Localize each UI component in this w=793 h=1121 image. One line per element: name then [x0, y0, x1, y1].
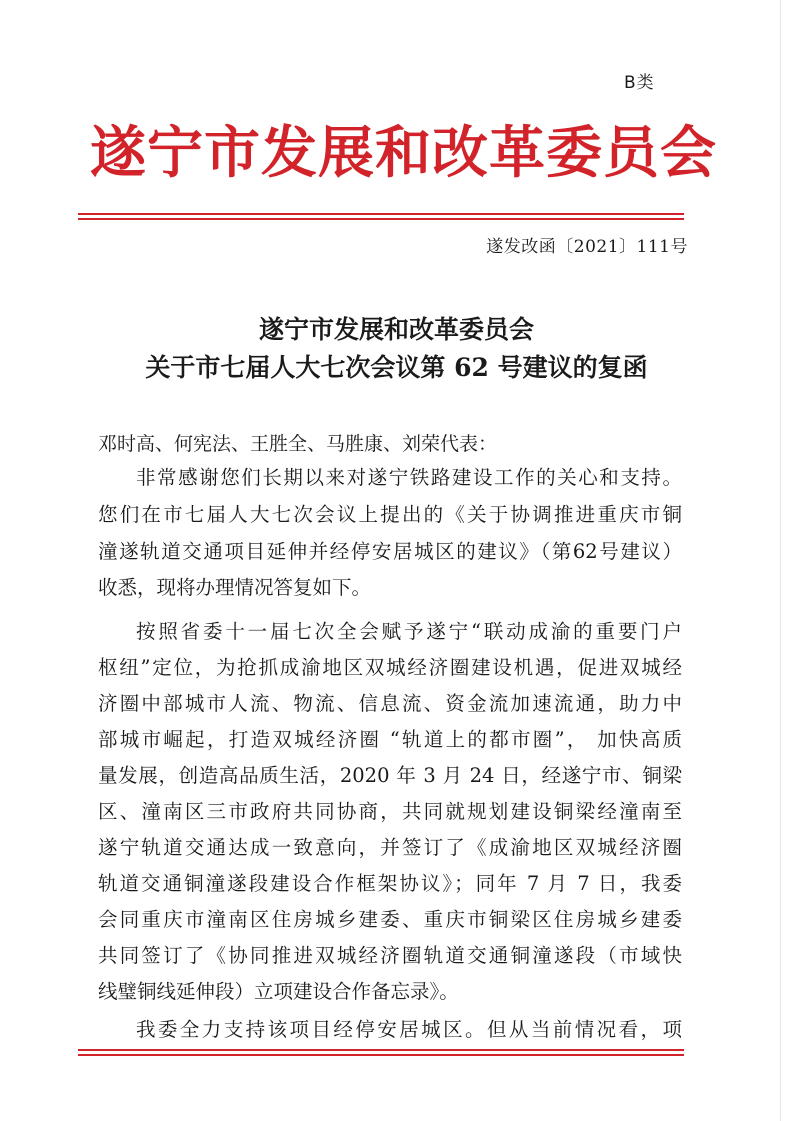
header-rule-top [78, 213, 684, 215]
document-title-line-1: 遂宁市发展和改革委员会 [258, 315, 534, 344]
paragraph-2-line-6: 区、潼南区三市政府共同协商，共同就规划建设铜梁经潼南至 [98, 800, 682, 823]
paragraph-1-line-1: 非常感谢您们长期以来对遂宁铁路建设工作的关心和支持。 [136, 466, 682, 489]
paragraph-2-line-7: 遂宁轨道交通达成一致意向，并签订了《成渝地区双城经济圈 [98, 836, 682, 859]
paragraph-2-line-10: 共同签订了《协同推进双城经济圈轨道交通铜潼遂段（市域快 [98, 944, 682, 967]
paragraph-2-line-8: 轨道交通铜潼遂段建设合作框架协议》；同年 7 月 7 日，我委 [98, 872, 682, 895]
paragraph-2-line-11: 线璧铜线延伸段）立项建设合作备忘录》。 [98, 980, 459, 1003]
salutation: 邓时高、何宪法、王胜全、马胜康、刘荣代表： [98, 433, 498, 455]
paragraph-3-line-1: 我委全力支持该项目经停安居城区。但从当前情况看，项 [136, 1018, 682, 1041]
organization-letterhead: 遂宁市发展和改革委员会 [90, 120, 717, 186]
paragraph-2-line-5: 量发展，创造高品质生活，2020 年 3 月 24 日，经遂宁市、铜梁 [98, 764, 682, 787]
footer-rule-top [78, 1049, 684, 1051]
paragraph-2-line-9: 会同重庆市潼南区住房城乡建委、重庆市铜梁区住房城乡建委 [98, 908, 682, 931]
document-category-mark: B类 [624, 73, 655, 93]
paragraph-1-line-3: 潼遂轨道交通项目延伸并经停安居城区的建议》（第62号建议） [98, 540, 682, 563]
document-number: 遂发改函〔2021〕111号 [486, 237, 688, 257]
paragraph-2-line-2: 枢纽”定位，为抢抓成渝地区双城经济圈建设机遇，促进双城经 [98, 656, 682, 679]
paragraph-2-line-4: 部城市崛起，打造双城经济圈 “轨道上的都市圈”， 加快高质 [98, 728, 682, 751]
paragraph-1-line-4: 收悉，现将办理情况答复如下。 [98, 576, 372, 599]
document-title-line-2: 关于市七届人大七次会议第 62 号建议的复函 [145, 353, 648, 382]
footer-rule-bottom [78, 1054, 684, 1056]
paragraph-2-line-1: 按照省委十一届七次全会赋予遂宁“联动成渝的重要门户 [136, 620, 682, 643]
header-rule-bottom [78, 218, 684, 220]
paragraph-1-line-2: 您们在市七届人大七次会议上提出的《关于协调推进重庆市铜 [98, 503, 682, 526]
scan-edge-line [780, 0, 781, 1121]
paragraph-2-line-3: 济圈中部城市人流、物流、信息流、资金流加速流通，助力中 [98, 692, 682, 715]
